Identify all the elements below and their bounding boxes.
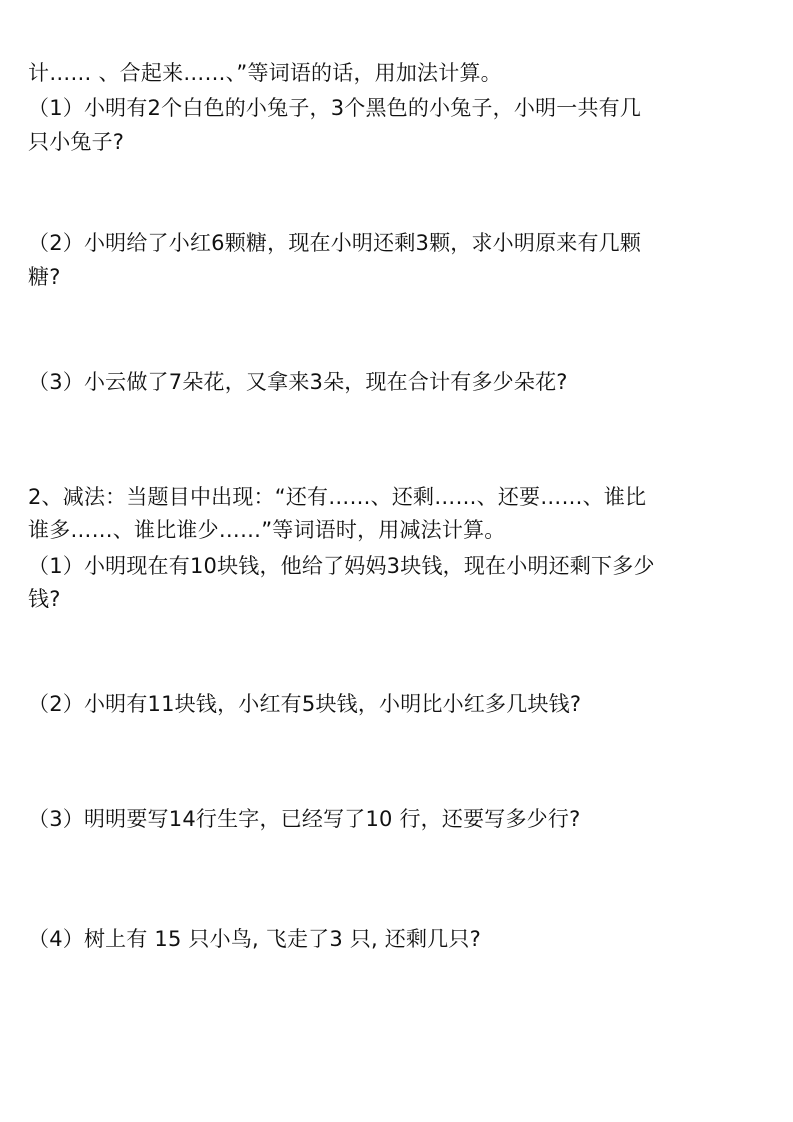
addition-question-1-line-1: （1）小明有2个白色的小兔子，3个黑色的小兔子，小明一共有几 [28,96,642,120]
addition-question-2-line-1: （2）小明给了小红6颗糖，现在小明还剩3颗，求小明原来有几颗 [28,231,642,255]
addition-intro-tail: 计…… 、合起来……、”等词语的话，用加法计算。 [28,61,502,85]
addition-question-1-line-2: 只小兔子? [28,130,125,154]
subtraction-question-1-line-2: 钱? [28,587,61,611]
addition-question-3: （3）小云做了7朵花，又拿来3朵，现在合计有多少朵花? [28,370,568,394]
subtraction-heading-line-2: 谁多……、谁比谁少……”等词语时，用减法计算。 [28,518,506,542]
addition-question-2-line-2: 糖? [28,265,61,289]
subtraction-question-2: （2）小明有11块钱，小红有5块钱，小明比小红多几块钱? [28,692,582,716]
subtraction-question-4: （4）树上有 15 只小鸟, 飞走了3 只, 还剩几只? [28,927,481,951]
subtraction-question-1-line-1: （1）小明现在有10块钱，他给了妈妈3块钱，现在小明还剩下多少 [28,554,655,578]
subtraction-heading-line-1: 2、减法：当题目中出现：“还有……、还剩……、还要……、谁比 [28,485,647,509]
subtraction-question-3: （3）明明要写14行生字，已经写了10 行，还要写多少行? [28,807,581,831]
